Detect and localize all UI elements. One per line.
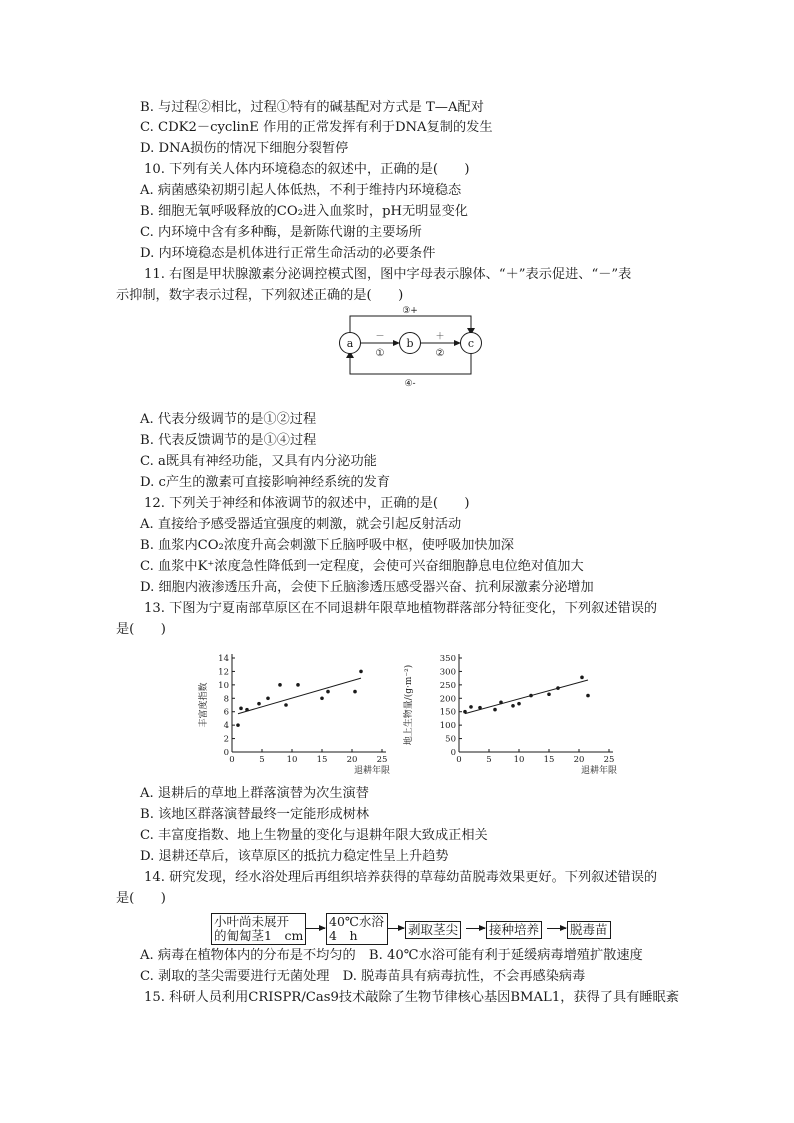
q10-option-a: A. 病菌感染初期引起人体低热，不利于维持内环境稳态 [140,183,462,198]
biomass-data-point [463,710,467,714]
biomass-data-point [556,686,560,690]
chart-richness [194,650,394,784]
biomass-x-tick-label: 25 [603,755,615,765]
node-c-label: c [467,337,475,350]
richness-y-tick-label: 6 [223,707,229,718]
richness-y-tick-label: 8 [223,694,229,705]
richness-x-tick-label: 0 [229,755,235,765]
biomass-y-tick-label: 250 [439,680,456,691]
q11-stem-line1: 11. 右图是甲状腺激素分泌调控模式图，图中字母表示腺体、“＋”表示促进、“－”表 [144,267,632,282]
richness-data-point [236,723,240,727]
richness-y-label: 丰富度指数 [199,682,209,728]
q12-option-d: D. 细胞内液渗透压升高，会使下丘脑渗透压感受器兴奋、抗利尿激素分泌增加 [140,580,594,595]
richness-y-tick-label: 4 [223,721,229,732]
richness-y-tick-label: 0 [223,748,229,758]
biomass-trend-line [465,680,588,714]
biomass-y-tick-label: 200 [439,694,456,705]
q11-option-b: B. 代表反馈调节的是①④过程 [140,433,317,448]
q10-option-c: C. 内环境中含有多种酶，是新陈代谢的主要场所 [140,225,422,240]
q12-option-b: B. 血浆内CO₂浓度升高会刺激下丘脑呼吸中枢，使呼吸加快加深 [140,538,514,553]
richness-data-point [359,670,363,674]
richness-data-point [239,707,243,711]
q13-stem-line2: 是( ) [116,622,166,637]
biomass-x-tick-label: 20 [573,755,585,765]
label-3: ③+ [402,306,418,316]
sign-bc: ＋ [435,332,445,342]
richness-x-label: 退耕年限 [353,766,391,776]
flow-box-stem [211,913,306,945]
q10-option-d: D. 内环境稳态是机体进行正常生命活动的必要条件 [140,246,436,261]
richness-data-point [257,702,261,706]
biomass-data-point [511,704,515,708]
biomass-data-point [529,694,533,698]
flow-box-tip: 剥取茎尖 [405,921,461,939]
flow-arrow-4 [547,928,566,929]
node-a-label: a [346,337,354,350]
q11-regulation-diagram [330,302,500,396]
flow-box-seedling: 脱毒苗 [567,921,611,939]
label-4: ④- [404,379,416,389]
richness-x-tick-label: 5 [259,755,265,765]
biomass-data-point [580,676,584,680]
richness-data-point [353,690,357,694]
richness-y-tick-label: 12 [218,667,229,678]
richness-data-point [245,708,249,712]
richness-data-point [326,690,330,694]
richness-data-point [266,696,270,700]
richness-x-tick-label: 25 [376,755,388,765]
q11-option-a: A. 代表分级调节的是①②过程 [140,412,317,427]
q13-stem-line1: 13. 下图为宁夏南部草原区在不同退耕年限草地植物群落部分特征变化，下列叙述错误的 [144,601,658,616]
biomass-data-point [586,694,590,698]
biomass-x-tick-label: 5 [486,755,492,765]
richness-x-tick-label: 15 [316,755,328,765]
biomass-data-point [493,708,497,712]
label-2: ② [435,348,445,359]
flow-arrow-1 [305,928,325,929]
richness-data-point [284,703,288,707]
flow-box-stem-line2: 的匍匐茎1 cm [214,928,304,943]
q12-stem: 12. 下列关于神经和体液调节的叙述中，正确的是( ) [144,496,470,511]
biomass-x-tick-label: 0 [456,755,462,765]
flow-arrow-2 [387,928,404,929]
q9-option-b: B. 与过程②相比，过程①特有的碱基配对方式是 T—A配对 [140,100,484,115]
q13-option-a: A. 退耕后的草地上群落演替为次生演替 [140,786,369,801]
arrow-4 [350,354,471,374]
richness-trend-line [238,678,361,714]
richness-y-tick-label: 10 [218,680,229,691]
flow-box-culture: 接种培养 [486,921,542,939]
q11-stem-line2: 示抑制，数字表示过程，下列叙述正确的是( ) [116,288,404,303]
flow-arrow-3 [466,928,485,929]
biomass-x-label: 退耕年限 [580,766,618,776]
q13-option-b: B. 该地区群落演替最终一定能形成树林 [140,807,370,822]
richness-y-tick-label: 14 [218,654,229,664]
richness-data-point [278,683,282,687]
arrow-3 [350,316,471,332]
q10-option-b: B. 细胞无氧呼吸释放的CO₂进入血浆时，pH无明显变化 [140,204,468,219]
arrow-1-head [393,340,400,346]
q14-stem-line2: 是( ) [116,891,166,906]
q13-option-d: D. 退耕还草后，该草原区的抵抗力稳定性呈上升趋势 [140,849,449,864]
q15-stem-line1: 15. 科研人员利用CRISPR/Cas9技术敲除了生物节律核心基因BMAL1，获得了具有睡眠紊 [144,990,679,1005]
q9-option-d: D. DNA损伤的情况下细胞分裂暂停 [140,141,349,156]
flow-box-waterbath-line1: 40℃水浴 [329,914,384,929]
biomass-y-tick-label: 100 [439,721,456,732]
arrow-2-head [454,340,461,346]
q14-option-cd: C. 剥取的茎尖需要进行无菌处理 D. 脱毒苗具有病毒抗性，不会再感染病毒 [140,969,586,984]
node-b-label: b [406,337,414,350]
q12-option-a: A. 直接给予感受器适宜强度的刺激，就会引起反射活动 [140,517,462,532]
label-1: ① [375,348,385,359]
q9-option-c: C. CDK2－cyclinE 作用的正常发挥有利于DNA复制的发生 [140,120,493,135]
q13-option-c: C. 丰富度指数、地上生物量的变化与退耕年限大致成正相关 [140,828,488,843]
richness-y-tick-label: 2 [223,734,229,745]
biomass-data-point [469,705,473,709]
sign-ab: － [375,332,385,342]
richness-data-point [320,696,324,700]
richness-data-point [296,683,300,687]
biomass-x-tick-label: 10 [513,755,525,765]
q11-option-d: D. c产生的激素可直接影响神经系统的发育 [140,475,391,490]
biomass-x-tick-label: 15 [543,755,555,765]
biomass-y-tick-label: 50 [445,734,456,745]
q11-option-c: C. a既具有神经功能，又具有内分泌功能 [140,454,377,469]
biomass-data-point [517,702,521,706]
biomass-y-tick-label: 350 [439,654,456,664]
biomass-y-tick-label: 300 [439,667,456,678]
biomass-y-label: 地上生物量/(g·m⁻²) [404,664,414,746]
q14-option-ab: A. 病毒在植物体内的分布是不均匀的 B. 40℃水浴可能有利于延缓病毒增殖扩散速度 [140,948,643,963]
biomass-data-point [478,706,482,710]
q14-stem-line1: 14. 研究发现，经水浴处理后再组织培养获得的草莓幼苗脱毒效果更好。下列叙述错误的 [144,870,658,885]
chart-biomass [396,650,621,784]
flow-box-waterbath-line2: 4 h [329,928,358,943]
q12-option-c: C. 血浆中K⁺浓度急性降低到一定程度，会使可兴奋细胞静息电位绝对值加大 [140,559,584,574]
q10-stem: 10. 下列有关人体内环境稳态的叙述中，正确的是( ) [144,162,470,177]
biomass-y-tick-label: 150 [439,707,456,718]
flow-box-waterbath [326,913,388,945]
richness-x-tick-label: 20 [346,755,358,765]
biomass-data-point [499,701,503,705]
flow-box-stem-line1: 小叶尚未展开 [214,914,290,929]
richness-x-tick-label: 10 [286,755,298,765]
biomass-y-tick-label: 0 [450,748,456,758]
biomass-data-point [547,692,551,696]
